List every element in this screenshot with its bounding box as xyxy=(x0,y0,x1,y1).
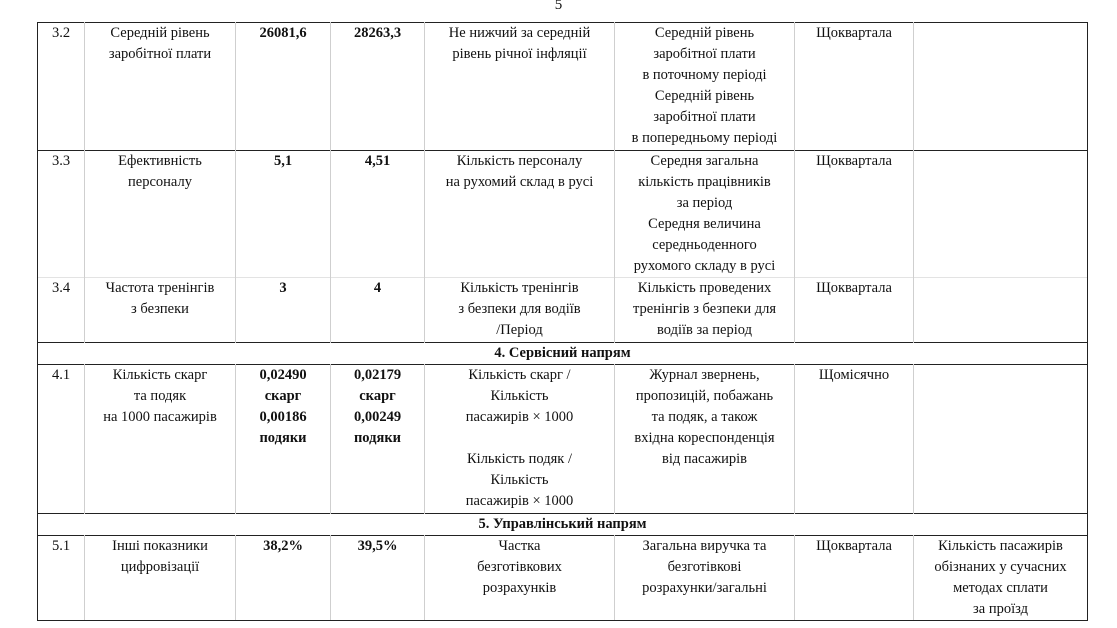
page-number: 5 xyxy=(554,0,563,13)
section-heading xyxy=(38,343,1088,365)
frequency-cell: Щоквартала xyxy=(795,151,914,278)
target-cell: Не нижчий за середній рівень річної інфляції xyxy=(425,23,615,151)
frequency-cell: Щоквартала xyxy=(795,23,914,151)
indicator-name: Середній рівень заробітної плати xyxy=(85,23,236,151)
table-row xyxy=(38,278,1088,343)
section-title: 5. Управлінський напрям xyxy=(38,514,1088,536)
note-cell xyxy=(914,278,1088,343)
note-cell: Кількість пасажирів обізнаних у сучасних методах сплати за проїзд xyxy=(914,536,1088,621)
table-row xyxy=(38,536,1088,621)
row-id: 3.3 xyxy=(38,151,85,278)
target-cell: Кількість тренінгів з безпеки для водіїв /Період xyxy=(425,278,615,343)
value-b: 28263,3 xyxy=(331,23,425,151)
formula-cell: Журнал звернень, пропозицій, побажань та подяк, а також вхідна кореспонденція від пасажирів xyxy=(615,365,795,514)
value-a: 38,2% xyxy=(236,536,331,621)
row-id: 3.2 xyxy=(38,23,85,151)
section-title: 4. Сервісний напрям xyxy=(38,343,1088,365)
frequency-cell: Щоквартала xyxy=(795,278,914,343)
frequency-cell: Щомісячно xyxy=(795,365,914,514)
target-cell: Кількість скарг / Кількість пасажирів × 1000 Кількість подяк / Кількість пасажирів × 1000 xyxy=(425,365,615,514)
value-a: 26081,6 xyxy=(236,23,331,151)
table-row xyxy=(38,365,1088,514)
indicator-name: Кількість скарг та подяк на 1000 пасажирів xyxy=(85,365,236,514)
formula-cell: Середня загальна кількість працівників за період Середня величина середньоденного рухомого складу в русі xyxy=(615,151,795,278)
value-a: 5,1 xyxy=(236,151,331,278)
row-id: 3.4 xyxy=(38,278,85,343)
value-a: 0,02490 скарг 0,00186 подяки xyxy=(236,365,331,514)
target-cell: Кількість персоналу на рухомий склад в русі xyxy=(425,151,615,278)
indicators-table xyxy=(37,22,1088,621)
value-b: 4,51 xyxy=(331,151,425,278)
target-cell: Частка безготівкових розрахунків xyxy=(425,536,615,621)
value-a: 3 xyxy=(236,278,331,343)
indicator-name: Ефективність персоналу xyxy=(85,151,236,278)
note-cell xyxy=(914,151,1088,278)
row-id: 5.1 xyxy=(38,536,85,621)
formula-cell: Загальна виручка та безготівкові розрахунки/загальні xyxy=(615,536,795,621)
value-b: 4 xyxy=(331,278,425,343)
table-row xyxy=(38,151,1088,278)
note-cell xyxy=(914,365,1088,514)
indicator-name: Інші показники цифровізації xyxy=(85,536,236,621)
formula-cell: Кількість проведених тренінгів з безпеки для водіїв за період xyxy=(615,278,795,343)
table-row xyxy=(38,23,1088,151)
indicator-name: Частота тренінгів з безпеки xyxy=(85,278,236,343)
frequency-cell: Щоквартала xyxy=(795,536,914,621)
row-id: 4.1 xyxy=(38,365,85,514)
value-b: 0,02179 скарг 0,00249 подяки xyxy=(331,365,425,514)
value-b: 39,5% xyxy=(331,536,425,621)
formula-cell: Середній рівень заробітної плати в поточному періоді Середній рівень заробітної плати в попередньому періоді xyxy=(615,23,795,151)
section-heading xyxy=(38,514,1088,536)
note-cell xyxy=(914,23,1088,151)
